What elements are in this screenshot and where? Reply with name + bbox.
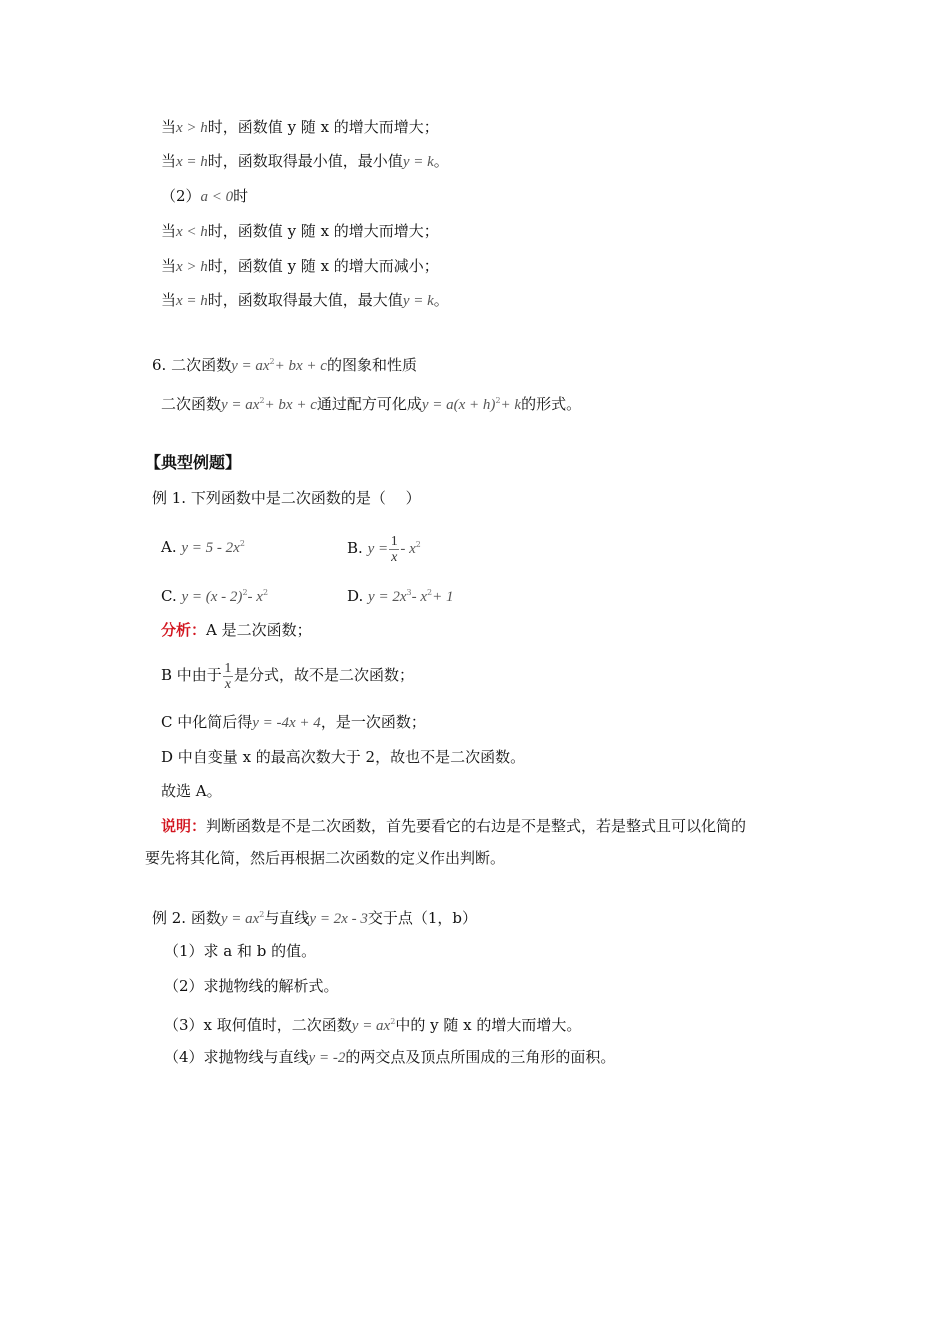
math-expression: x = h xyxy=(176,154,208,170)
text: （2） xyxy=(161,187,201,205)
text: 时，函数值 y 随 x 的增大而增大； xyxy=(207,222,439,240)
math-expression: y = ax xyxy=(231,358,270,374)
analysis-label: 分析： xyxy=(161,621,207,639)
ex1-answer: 故选 A。 xyxy=(161,782,222,800)
option-label: C. xyxy=(161,587,177,605)
ex2-question xyxy=(152,904,477,930)
ex1-option-b xyxy=(347,520,421,574)
math-expression: - x xyxy=(247,589,263,605)
text: （4）求抛物线与直线 xyxy=(164,1048,309,1066)
text: 是分式，故不是二次函数； xyxy=(234,666,415,684)
math-expression: y = 2x xyxy=(368,589,407,605)
math-expression: a < 0 xyxy=(200,189,234,205)
math-expression: y = a(x + h) xyxy=(421,397,496,413)
ex1-option-c xyxy=(161,582,268,608)
text: 时，函数取得最小值，最小值 xyxy=(207,152,403,170)
math-expression: x < h xyxy=(176,224,208,240)
math-expression: y = ax xyxy=(220,911,260,927)
line-x-lt-h-increase xyxy=(161,220,439,243)
ex1-analysis-c xyxy=(161,711,426,734)
math-expression: y = k xyxy=(402,293,434,309)
text: 例 2. 函数 xyxy=(152,909,221,927)
exponent: 2 xyxy=(262,588,269,597)
text: 当 xyxy=(161,257,177,275)
math-expression: y = ax xyxy=(351,1018,391,1034)
text: 的形式。 xyxy=(521,395,582,413)
math-expression: y = xyxy=(367,541,389,557)
text: ，是一次函数； xyxy=(320,713,426,731)
text: 时，函数取得最大值，最大值 xyxy=(207,291,403,309)
ex1-question: 例 1. 下列函数中是二次函数的是（ ） xyxy=(152,489,421,507)
line-max-value xyxy=(161,289,449,312)
fraction xyxy=(389,534,399,565)
text: C 中化简后得 xyxy=(161,713,253,731)
exponent: 2 xyxy=(259,910,265,919)
ex2-q2: （2）求抛物线的解析式。 xyxy=(164,977,339,995)
exponent: 2 xyxy=(242,588,248,597)
text: A 是二次函数； xyxy=(206,621,312,639)
line-x-gt-h-decrease xyxy=(161,255,439,278)
math-expression: y = (x - 2) xyxy=(181,589,243,605)
fraction-numerator: 1 xyxy=(390,533,398,549)
text: 。 xyxy=(433,291,449,309)
ex1-option-d xyxy=(347,582,453,608)
option-label: B. xyxy=(347,539,363,557)
text: 交于点（1，b） xyxy=(367,909,477,927)
math-expression: + 1 xyxy=(432,589,454,605)
text: 判断函数是不是二次函数，首先要看它的右边是不是整式，若是整式且可以化简的 xyxy=(206,817,747,835)
math-expression: y = -2 xyxy=(308,1050,346,1066)
text: 的两交点及顶点所围成的三角形的面积。 xyxy=(345,1048,616,1066)
text: 当 xyxy=(161,152,177,170)
text: 中的 y 随 x 的增大而增大。 xyxy=(395,1016,582,1034)
ex1-note-cont: 要先将其化简，然后再根据二次函数的定义作出判断。 xyxy=(145,849,506,867)
math-expression: + k xyxy=(500,397,522,413)
exponent: 2 xyxy=(415,540,421,549)
text: 通过配方可化成 xyxy=(316,395,422,413)
text: B 中由于 xyxy=(161,666,222,684)
fraction-denominator: x xyxy=(391,549,398,565)
math-expression: - x xyxy=(411,589,427,605)
text: 时 xyxy=(233,187,249,205)
ex2-q1: （1）求 a 和 b 的值。 xyxy=(164,942,317,960)
math-expression: y = ax xyxy=(221,397,260,413)
text: 。 xyxy=(433,152,449,170)
option-label: D. xyxy=(347,587,364,605)
text: 当 xyxy=(161,118,177,136)
ex1-analysis-d: D 中自变量 x 的最高次数大于 2，故也不是二次函数。 xyxy=(161,748,526,766)
exponent: 2 xyxy=(269,357,275,366)
text: 的图象和性质 xyxy=(326,356,417,374)
math-expression: + bx + c xyxy=(274,358,327,374)
exponent: 2 xyxy=(239,539,245,548)
ex1-option-a xyxy=(161,533,245,559)
text: 二次函数 xyxy=(161,395,222,413)
fraction-numerator: 1 xyxy=(224,660,232,676)
note-label: 说明： xyxy=(161,817,207,835)
text: 时，函数值 y 随 x 的增大而增大； xyxy=(207,118,439,136)
fraction-denominator: x xyxy=(224,676,232,692)
line-x-gt-h-increase xyxy=(161,116,439,139)
text: 与直线 xyxy=(264,909,310,927)
math-expression: + bx + c xyxy=(264,397,317,413)
ex1-analysis xyxy=(161,619,312,641)
option-label: A. xyxy=(161,538,177,556)
line-a-lt-0 xyxy=(161,185,248,208)
math-expression: y = 5 - 2x xyxy=(181,540,240,556)
math-expression: y = 2x - 3 xyxy=(309,911,368,927)
ex2-q4 xyxy=(164,1046,615,1069)
section-title: 【典型例题】 xyxy=(145,453,242,472)
math-expression: y = k xyxy=(402,154,434,170)
math-expression: x = h xyxy=(176,293,208,309)
math-expression: x > h xyxy=(176,259,208,275)
math-expression: x > h xyxy=(176,120,208,136)
text: 时，函数值 y 随 x 的增大而减小； xyxy=(207,257,439,275)
text: 当 xyxy=(161,291,177,309)
math-expression: y = -4x + 4 xyxy=(252,715,321,731)
exponent: 2 xyxy=(426,588,433,597)
section-6-heading xyxy=(152,351,417,377)
text: 6. 二次函数 xyxy=(152,356,232,374)
text: （3）x 取何值时，二次函数 xyxy=(164,1016,352,1034)
exponent: 2 xyxy=(495,396,501,405)
ex1-note xyxy=(161,815,746,837)
exponent: 2 xyxy=(390,1017,396,1026)
vertex-form-line xyxy=(161,390,581,416)
exponent: 2 xyxy=(259,396,265,405)
exponent: 3 xyxy=(406,588,412,597)
ex2-q3 xyxy=(164,1011,581,1037)
line-min-value xyxy=(161,150,449,173)
ex1-analysis-b xyxy=(161,652,414,698)
text: 当 xyxy=(161,222,177,240)
fraction xyxy=(223,661,233,692)
math-expression: - x xyxy=(400,541,416,557)
